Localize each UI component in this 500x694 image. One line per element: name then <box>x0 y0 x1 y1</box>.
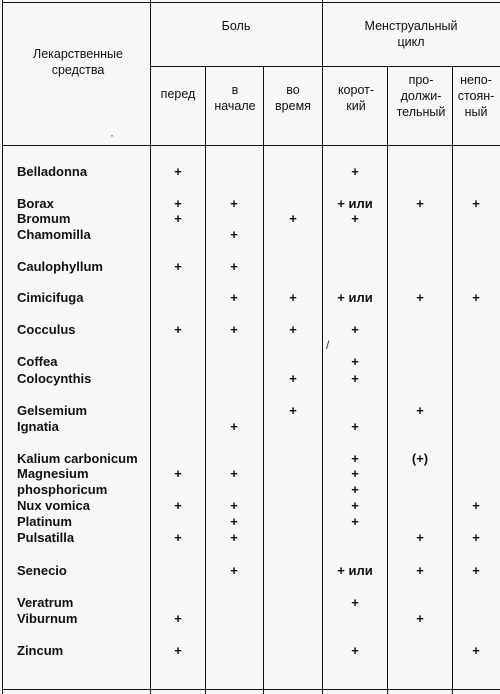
cycle-group-header: Менструальный цикл <box>364 19 458 49</box>
remedy-name: Cimicifuga <box>17 290 84 305</box>
remedy-name: Borax <box>17 196 54 211</box>
indication-mark: + <box>174 466 182 481</box>
remedy-name: Kalium carbonicum <box>17 451 138 466</box>
remedy-name: Ignatia <box>17 419 59 434</box>
table-border-top <box>2 2 500 3</box>
indication-mark: + <box>230 498 238 513</box>
col-header-before: перед <box>160 87 196 101</box>
column-divider <box>322 0 323 694</box>
col-header-short: корот-кий <box>337 83 375 113</box>
indication-mark: + <box>351 164 359 179</box>
indication-mark: + <box>472 530 480 545</box>
remedy-name: Viburnum <box>17 611 78 626</box>
col-header-at-start: в начале <box>214 83 256 113</box>
indication-mark: + <box>416 290 424 305</box>
indication-mark: + <box>230 196 238 211</box>
indication-mark: + <box>174 211 182 226</box>
indication-mark: + <box>174 164 182 179</box>
indication-mark: + <box>174 322 182 337</box>
remedy-name: phosphoricum <box>17 482 108 497</box>
indication-mark: + <box>230 514 238 529</box>
indication-mark: + <box>351 498 359 513</box>
indication-mark: + <box>351 466 359 481</box>
indication-mark: + <box>174 643 182 658</box>
remedy-name: Colocynthis <box>17 371 92 386</box>
indication-mark: + <box>174 530 182 545</box>
indication-mark: + или <box>337 290 373 305</box>
indication-mark: + <box>416 611 424 626</box>
indication-mark: + <box>289 403 297 418</box>
group-header-divider <box>150 66 500 67</box>
indication-mark: + или <box>337 563 373 578</box>
remedy-name: Nux vomica <box>17 498 90 513</box>
remedy-name: Veratrum <box>17 595 74 610</box>
indication-mark: + <box>351 371 359 386</box>
indication-mark: + <box>351 211 359 226</box>
remedy-name: Magnesium <box>17 466 89 481</box>
indication-mark: + <box>416 530 424 545</box>
indication-mark: + <box>351 514 359 529</box>
remedy-name: Bromum <box>17 211 71 226</box>
col-header-during: во время <box>275 83 311 113</box>
indication-mark: + <box>230 466 238 481</box>
indication-mark: + <box>472 643 480 658</box>
indication-mark: + <box>416 403 424 418</box>
indication-mark: + <box>230 563 238 578</box>
indication-mark: + <box>416 563 424 578</box>
remedy-name: Belladonna <box>17 164 88 179</box>
indication-mark: + <box>289 211 297 226</box>
indication-mark: + <box>289 371 297 386</box>
remedy-name: Coffea <box>17 354 58 369</box>
indication-mark: + <box>351 595 359 610</box>
remedy-name: Senecio <box>17 563 67 578</box>
remedy-name: Gelsemium <box>17 403 88 418</box>
table-border-bottom <box>2 689 500 690</box>
indication-mark: + <box>230 419 238 434</box>
indication-mark: + <box>230 290 238 305</box>
indication-mark: + <box>416 196 424 211</box>
remedy-name: Caulophyllum <box>17 259 103 274</box>
indication-mark: + <box>174 196 182 211</box>
header-bottom-rule <box>2 145 500 146</box>
indication-mark: + <box>472 563 480 578</box>
indication-mark: + <box>351 643 359 658</box>
indication-mark: (+) <box>411 451 429 466</box>
indication-mark: + <box>351 322 359 337</box>
indication-mark: + <box>472 196 480 211</box>
indication-mark: + <box>230 227 238 242</box>
indication-mark: + <box>174 259 182 274</box>
col-header-irregular: непо-стоян-ный <box>457 73 495 119</box>
indication-mark: + <box>472 498 480 513</box>
column-divider <box>452 66 453 694</box>
indication-mark: + <box>472 290 480 305</box>
remedy-name: Platinum <box>17 514 72 529</box>
indication-mark: + <box>289 290 297 305</box>
remedy-name: Cocculus <box>17 322 76 337</box>
remedy-name: Zincum <box>17 643 64 658</box>
indication-mark: + <box>289 322 297 337</box>
indication-mark: + <box>230 259 238 274</box>
indication-mark: + <box>351 419 359 434</box>
indication-mark: + <box>351 482 359 497</box>
column-divider <box>205 66 206 694</box>
indication-mark: + или <box>337 196 373 211</box>
column-divider <box>150 0 151 694</box>
table-border-left <box>2 0 3 694</box>
col-header-prolonged: про-должи-тельный <box>396 73 446 119</box>
pain-group-header: Боль <box>221 19 251 33</box>
indication-mark: + <box>230 322 238 337</box>
remedy-name: Chamomilla <box>17 227 91 242</box>
indication-mark: + <box>351 354 359 369</box>
indication-mark: + <box>230 530 238 545</box>
print-speck: / <box>326 338 330 352</box>
indication-mark: + <box>174 498 182 513</box>
column-divider <box>387 66 388 694</box>
remedy-name: Pulsatilla <box>17 530 75 545</box>
indication-mark: + <box>174 611 182 626</box>
drugs-column-header: Лекарственные средства <box>33 47 123 77</box>
indication-mark: + <box>351 451 359 466</box>
print-speck: · <box>110 128 114 142</box>
